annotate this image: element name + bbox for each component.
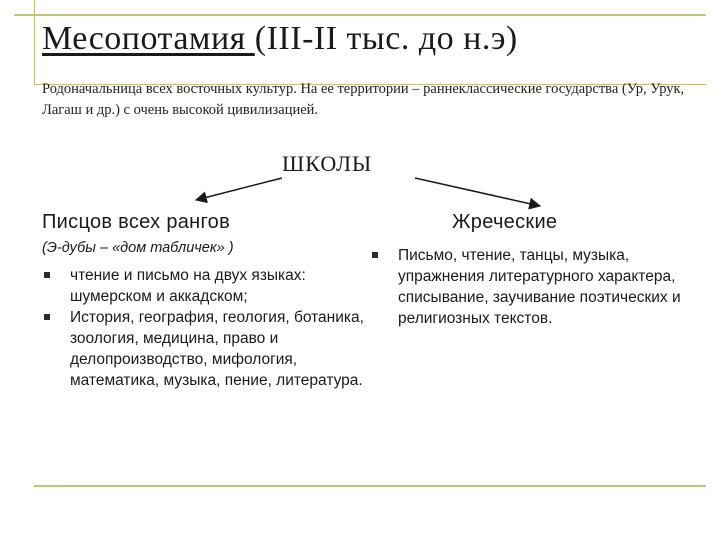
square-bullet-icon [44,272,50,278]
title-rest: (III-II тыс. до н.э) [254,20,518,57]
left-column-title: Писцов всех рангов [42,211,231,233]
left-column-list [42,265,372,391]
square-bullet-icon [44,314,50,320]
right-column-title: Жреческие [452,211,558,233]
right-column-list [370,245,690,329]
arrow-right [415,178,540,206]
list-item: Письмо, чтение, танцы, музыка, упражнения литературного характера, списывание, заучивание поэтических и религиозных текстов. [370,245,690,329]
list-item: История, география, геология, ботаника, зоология, медицина, право и делопроизводство, мифология, математика, музыка, пение, литература. [42,307,372,391]
schools-label: ШКОЛЫ [282,151,373,176]
title-underlined: Месопотамия [42,20,255,57]
slide-subtitle: Родоначальница всех восточных культур. На ее территории – раннеклассические государства (Ур, Урук, Лагаш и др.) с очень высокой цивилизацией. [42,81,685,118]
list-item: чтение и письмо на двух языках: шумерском и аккадском; [42,265,372,307]
arrow-left [196,178,282,200]
square-bullet-icon [372,252,378,258]
left-column-note: (Э-дубы – «дом табличек» ) [42,240,234,256]
